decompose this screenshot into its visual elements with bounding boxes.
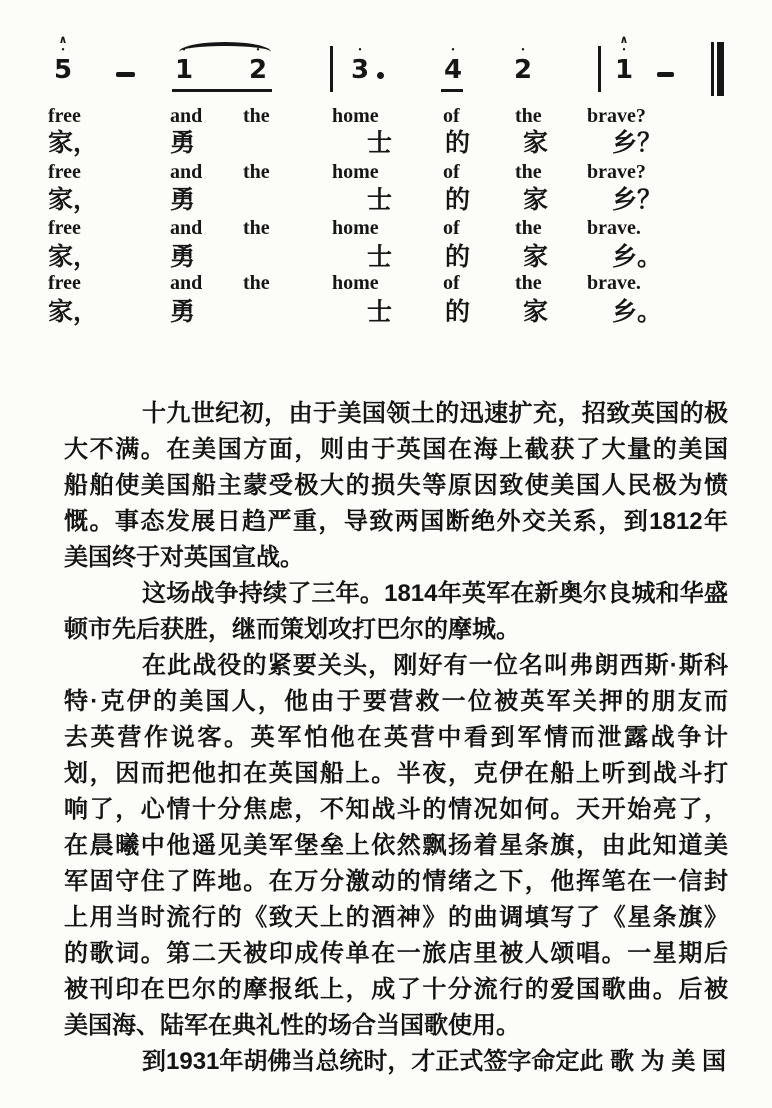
lyric-word: brave. <box>587 272 641 294</box>
note-number: 3 <box>350 55 370 85</box>
lyric-word: home <box>332 105 379 127</box>
jianpu-note-2 <box>244 45 272 85</box>
sustain-dash-icon <box>657 72 674 77</box>
accent-mark-icon: ∧ <box>58 33 68 46</box>
beam-line <box>441 89 463 92</box>
lyric-word: free <box>48 217 81 239</box>
lyric-word: 家， <box>48 129 99 157</box>
beam-line <box>172 89 272 92</box>
octave-dot-icon: • <box>521 45 525 56</box>
history-article <box>64 396 728 1080</box>
article-line: 十九世纪初，由于美国领土的迅速扩充，招致英国的极 <box>142 400 728 427</box>
lyric-word: 士 <box>367 298 393 326</box>
note-number: 1 <box>174 55 194 85</box>
lyric-word: home <box>332 161 379 183</box>
lyric-word: free <box>48 105 81 127</box>
lyric-word: home <box>332 272 379 294</box>
lyric-row-en <box>0 160 772 188</box>
lyric-word: 的 <box>445 186 471 214</box>
lyric-word: the <box>243 272 270 294</box>
lyric-word: the <box>515 161 542 183</box>
lyric-word: and <box>170 217 203 239</box>
article-line: 划，因而把他扣在英国船上。半夜，克伊在船上听到战斗打 <box>64 760 728 787</box>
lyric-word: the <box>515 105 542 127</box>
lyric-word: 家， <box>48 298 99 326</box>
lyric-word: brave? <box>587 105 646 127</box>
lyric-word: the <box>515 272 542 294</box>
lyric-word: 乡。 <box>612 298 663 326</box>
article-line: 慨。事态发展日趋严重，导致两国断绝外交关系，到1812年 <box>64 508 728 535</box>
lyric-word: the <box>515 217 542 239</box>
barline <box>598 46 601 92</box>
lyric-word: 的 <box>445 129 471 157</box>
jianpu-note-4 <box>439 45 467 85</box>
lyric-word: 家， <box>48 243 99 271</box>
article-line: 去英营作说客。英军怕他在英营中看到军情而泄露战争计 <box>64 724 728 751</box>
jianpu-note-2b <box>509 45 537 85</box>
lyric-word: the <box>243 217 270 239</box>
note-number: 5 <box>53 55 73 85</box>
jianpu-note-1 <box>170 45 198 85</box>
lyric-word: 家 <box>523 129 549 157</box>
lyric-word: the <box>243 161 270 183</box>
lyric-word: and <box>170 272 203 294</box>
article-line: 的歌词。第二天被印成传单在一旅店里被人颂唱。一星期后 <box>64 940 728 967</box>
lyric-word: 乡？ <box>612 186 663 214</box>
lyric-word: and <box>170 105 203 127</box>
lyric-word: and <box>170 161 203 183</box>
lyric-word: 乡？ <box>612 129 663 157</box>
lyric-word: 家 <box>523 243 549 271</box>
lyric-word: free <box>48 161 81 183</box>
article-line: 美国终于对英国宣战。 <box>64 544 304 571</box>
article-line: 在晨曦中他遥见美军堡垒上依然飘扬着星条旗，由此知道美 <box>64 832 728 859</box>
article-line: 在此战役的紧要关头，刚好有一位名叫弗朗西斯·斯科 <box>142 652 728 679</box>
lyric-word: brave. <box>587 217 641 239</box>
barline <box>330 46 333 92</box>
note-number: 2 <box>248 55 268 85</box>
lyric-word: brave? <box>587 161 646 183</box>
article-line: 响了，心情十分焦虑，不知战斗的情况如何。天开始亮了， <box>64 796 728 823</box>
lyric-row-en <box>0 104 772 132</box>
article-line: 军固守住了阵地。在万分激动的情绪之下，他挥笔在一信封 <box>64 868 728 895</box>
lyric-row-zh <box>0 298 772 326</box>
final-barline-thick <box>717 42 724 96</box>
lyric-word: of <box>443 105 460 127</box>
lyric-word: of <box>443 217 460 239</box>
lyric-word: 的 <box>445 243 471 271</box>
article-line: 船舶使美国船主蒙受极大的损失等原因致使美国人民极为愤 <box>64 472 728 499</box>
lyric-word: the <box>243 105 270 127</box>
jianpu-note-3 <box>346 45 374 85</box>
article-line: 这场战争持续了三年。1814年英军在新奥尔良城和华盛 <box>142 580 728 607</box>
jianpu-note-5 <box>49 33 77 85</box>
article-line: 大不满。在美国方面，则由于英国在海上截获了大量的美国 <box>64 436 728 463</box>
lyric-row-en <box>0 216 772 244</box>
note-number: 1 <box>614 55 634 85</box>
lyric-word: of <box>443 272 460 294</box>
lyric-word: 的 <box>445 298 471 326</box>
jianpu-note-1b <box>610 33 638 85</box>
octave-dot-icon: • <box>622 45 626 56</box>
augmentation-dot-icon <box>377 72 384 79</box>
article-line: 上用当时流行的《致天上的酒神》的曲调填写了《星条旗》 <box>64 904 728 931</box>
article-line: 美国海、陆军在典礼性的场合当国歌使用。 <box>64 1012 520 1039</box>
accent-mark-icon: ∧ <box>619 33 629 46</box>
lyric-word: 勇 <box>170 243 196 271</box>
lyric-row-zh <box>0 186 772 214</box>
sustain-dash-icon <box>116 72 135 77</box>
final-barline-thin <box>711 42 714 96</box>
octave-dot-icon: • <box>451 45 455 56</box>
lyric-word: 勇 <box>170 298 196 326</box>
article-line: 特·克伊的美国人，他由于要营救一位被英军关押的朋友而 <box>64 688 728 715</box>
octave-dot-icon: • <box>182 45 186 56</box>
lyric-word: 士 <box>367 243 393 271</box>
article-line: 顿市先后获胜，继而策划攻打巴尔的摩城。 <box>64 616 520 643</box>
lyric-word: 士 <box>367 186 393 214</box>
lyric-word: 家 <box>523 186 549 214</box>
lyric-word: 士 <box>367 129 393 157</box>
lyric-word: 家， <box>48 186 99 214</box>
article-line: 到1931年胡佛当总统时，才正式签字命定此 歌 为 美 国 <box>142 1048 727 1075</box>
lyric-word: 勇 <box>170 129 196 157</box>
note-number: 2 <box>513 55 533 85</box>
lyric-row-zh <box>0 129 772 157</box>
lyric-word: 勇 <box>170 186 196 214</box>
octave-dot-icon: • <box>61 45 65 56</box>
lyric-word: free <box>48 272 81 294</box>
note-number: 4 <box>443 55 463 85</box>
octave-dot-icon: • <box>256 45 260 56</box>
lyric-row-zh <box>0 243 772 271</box>
article-line: 被刊印在巴尔的摩报纸上，成了十分流行的爱国歌曲。后被 <box>64 976 728 1003</box>
lyric-word: 乡。 <box>612 243 663 271</box>
lyric-word: of <box>443 161 460 183</box>
score-line <box>0 0 772 100</box>
lyric-word: 家 <box>523 298 549 326</box>
lyric-word: home <box>332 217 379 239</box>
lyric-row-en <box>0 271 772 299</box>
octave-dot-icon: • <box>358 45 362 56</box>
